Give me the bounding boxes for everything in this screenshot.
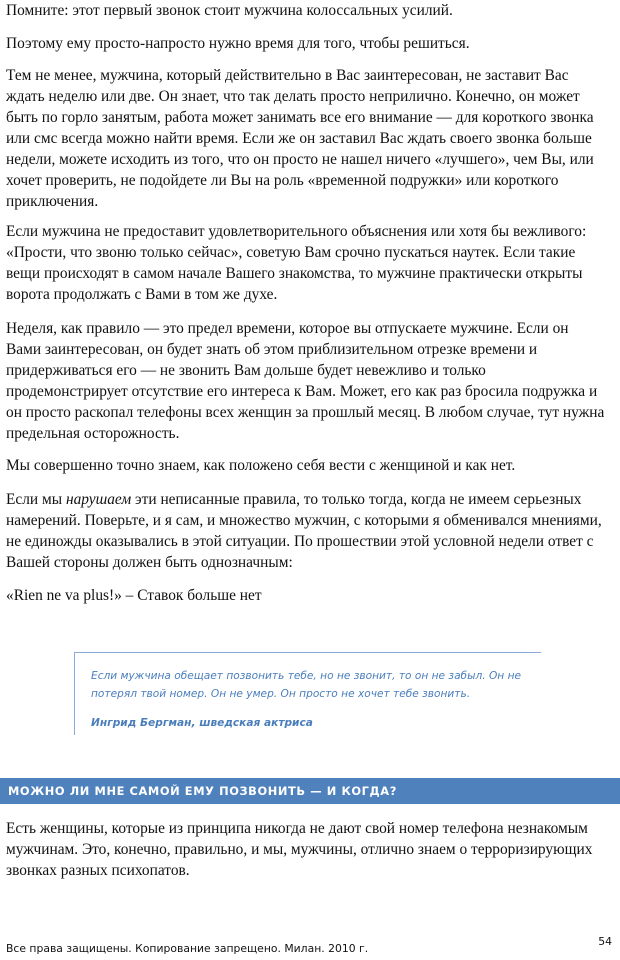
text-line: Вашей стороны должен быть однозначным: — [6, 554, 293, 571]
section-heading: МОЖНО ЛИ МНЕ САМОЙ ЕМУ ПОЗВОНИТЬ — И КОГДА? — [8, 784, 397, 798]
paragraph-7 — [6, 489, 614, 573]
text-line: Тем не менее, мужчина, который действительно в Вас заинтересован, не заставит Вас — [6, 67, 569, 84]
text-line: или смс всегда можно найти время. Если же он заставил Вас ждать своего звонка больше — [6, 130, 592, 147]
quote-author: Ингрид Бергман, шведская актриса — [91, 717, 313, 729]
paragraph-5 — [6, 318, 614, 444]
text-line: звонках разных психопатов. — [6, 862, 190, 879]
text-line: хочет проверить, не подойдете ли Вы на роль «временной подружки» или короткого — [6, 172, 559, 189]
text-run: Если мы — [6, 491, 66, 508]
text-line: придерживаться его — не звонить Вам дольше будет невежливо и только — [6, 362, 486, 379]
text-line: Неделя, как правило — это предел времени, которое вы отпускаете мужчине. Если он — [6, 320, 569, 337]
text-run: эти неписанные правила, то только тогда, когда не имеем серьезных — [131, 491, 582, 508]
text-line: продемонстрирует отсутствие его интереса к Вам. Может, его как раз бросила подружка и — [6, 383, 598, 400]
text-line: Поэтому ему просто-напросто нужно время для того, чтобы решиться. — [6, 35, 470, 52]
paragraph-2 — [6, 33, 614, 54]
text-line: недели, можете исходить из того, что он просто не нашел ничего «лучшего», чем Вы, или — [6, 151, 594, 168]
quote-text — [91, 667, 541, 703]
text-line: Помните: этот первый звонок стоит мужчина колоссальных усилий. — [6, 2, 453, 19]
text-line: приключения. — [6, 193, 99, 210]
text-line: вещи происходят в самом начале Вашего знакомства, то мужчине практически открыты — [6, 265, 583, 282]
text-line: Если мужчина не предоставит удовлетворительного объяснения или хотя бы вежливого: — [6, 223, 587, 240]
paragraph-3 — [6, 65, 614, 212]
text-line — [6, 489, 614, 510]
text-line: предельная осторожность. — [6, 425, 180, 442]
text-line: он просто раскопал телефоны всех женщин за прошлый месяц. В любом случае, тут нужна — [6, 404, 605, 421]
text-line: ворота продолжать с Вами в том же духе. — [6, 286, 278, 303]
emphasized-word: нарушаем — [65, 491, 132, 508]
paragraph-6 — [6, 455, 614, 476]
footer-copyright: Все права защищены. Копирование запрещено. Милан. 2010 г. — [6, 942, 369, 955]
paragraph-1 — [6, 0, 614, 21]
text-line: Мы совершенно точно знаем, как положено себя вести с женщиной и как нет. — [6, 457, 516, 474]
text-line: намерений. Поверьте, и я сам, и множество мужчин, с которыми я обменивался мнениями, — [6, 512, 602, 529]
text-line: быть по горло занятым, работа может занимать все его внимание — для короткого звонка — [6, 109, 594, 126]
quote-line: потерял твой номер. Он не умер. Он просто не хочет тебе звонить. — [91, 688, 471, 700]
text-line: «Прости, что звоню только сейчас», советую Вам срочно пускаться наутек. Если такие — [6, 244, 576, 261]
quote-line: Если мужчина обещает позвонить тебе, но не звонит, то он не забыл. Он не — [91, 670, 522, 682]
page-number: 54 — [598, 935, 612, 948]
section-heading-bar — [0, 778, 620, 804]
text-line: «Rien ne va plus!» – Ставок больше нет — [6, 587, 262, 604]
text-line: Вами заинтересован, он будет знать об этом приблизительном отрезке времени и — [6, 341, 538, 358]
text-line: мужчинам. Это, конечно, правильно, и мы, мужчины, отлично знаем о терроризирующих — [6, 841, 593, 858]
text-line: Есть женщины, которые из принципа никогда не дают свой номер телефона незнакомым — [6, 820, 588, 837]
text-line: не единожды оказывались в этой ситуации. По прошествии этой условной недели ответ с — [6, 533, 594, 550]
paragraph-8 — [6, 585, 614, 606]
pull-quote — [74, 652, 541, 735]
section-paragraph — [6, 818, 614, 881]
paragraph-4 — [6, 221, 614, 305]
text-line: ждать неделю или две. Он знает, что так делать просто неприлично. Конечно, он может — [6, 88, 580, 105]
